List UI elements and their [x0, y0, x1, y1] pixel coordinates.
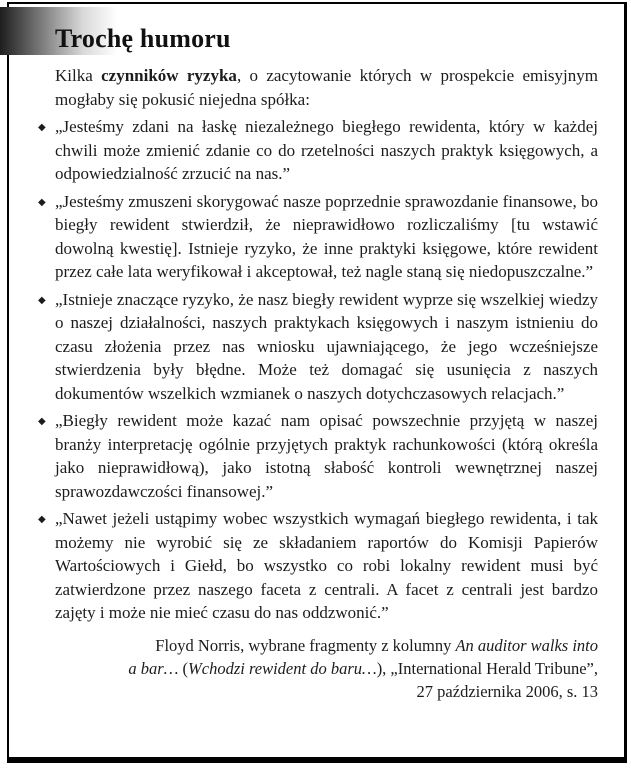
risk-item	[38, 288, 598, 406]
risk-item	[38, 409, 598, 503]
diamond-bullet-icon: ◆	[38, 514, 46, 525]
attribution	[55, 634, 598, 703]
risk-item-text: „Jesteśmy zmuszeni skorygować nasze poprzednie sprawozdanie finansowe, bo biegły rewident stwierdził, że nieprawidłowo rozliczaliśmy [tu wstawić dowolną kwestię]. Istnieje ryzyko, że inne praktyki księgowe, które rewident przez całe lata weryfikował i akceptował, też nagle staną się niedopuszczalne.”	[55, 191, 598, 281]
intro-paragraph: Kilka czynników ryzyka, o zacytowanie których w prospekcie emisyjnym mogłaby się pokusić niejedna spółka:	[55, 66, 598, 109]
diamond-bullet-icon: ◆	[38, 416, 46, 427]
diamond-bullet-icon: ◆	[38, 122, 46, 133]
risk-item	[38, 115, 598, 186]
diamond-bullet-icon: ◆	[38, 294, 46, 306]
risk-item-text: „Nawet jeżeli ustąpimy wobec wszystkich wymagań biegłego rewidenta, i tak możemy nie wyrobić się ze składaniem raportów do Komisji Papierów Wartościowych i Giełd, bo wszystko co robi lokalny rewident musi być zatwierdzone przez naszego faceta z centrali. A facet z centrali jest bardzo zajęty i może nie mieć czasu do nas oddzwonić.”	[55, 509, 598, 622]
box-content	[38, 64, 598, 703]
risk-item-text: „Jesteśmy zdani na łaskę niezależnego biegłego rewidenta, który w każdej chwili może zmienić zdanie co do rzetelności naszych praktyk księgowych, a odpowiedzialność zrzucić na nas.”	[55, 117, 598, 183]
risk-item	[38, 190, 598, 284]
risk-item-text: „Istnieje znaczące ryzyko, że nasz biegły rewident wyprze się wszelkiej wiedzy o naszej działalności, naszych praktykach księgowych i naszym istnieniu do czasu złożenia przez nas wniosku ujawniającego, że jego wcześniejsze stwierdzenia były błędne. Może też domagać się usunięcia z naszych dokumentów wszelkich wzmianek o naszych dotychczasowych relacjach.”	[55, 289, 598, 403]
risk-list	[38, 115, 598, 625]
box-title: Trochę humoru	[55, 24, 231, 53]
attribution-line: a bar… (Wchodzi rewident do baru…), „International Herald Tribune”,	[128, 658, 598, 678]
attribution-line: Floyd Norris, wybrane fragmenty z kolumny An auditor walks into	[155, 635, 598, 655]
risk-item-text: „Biegły rewident może kazać nam opisać powszechnie przyjętą w naszej branży interpretację ogólnie przyjętych praktyk rachunkowości (którą określa jako nieprawidłową), jako istotną słabość kontroli wewnętrznej naszej sprawozdawczości finansowej.”	[55, 411, 598, 501]
diamond-bullet-icon: ◆	[38, 196, 46, 208]
risk-item	[38, 507, 598, 625]
attribution-line: 27 października 2006, s. 13	[416, 681, 598, 701]
